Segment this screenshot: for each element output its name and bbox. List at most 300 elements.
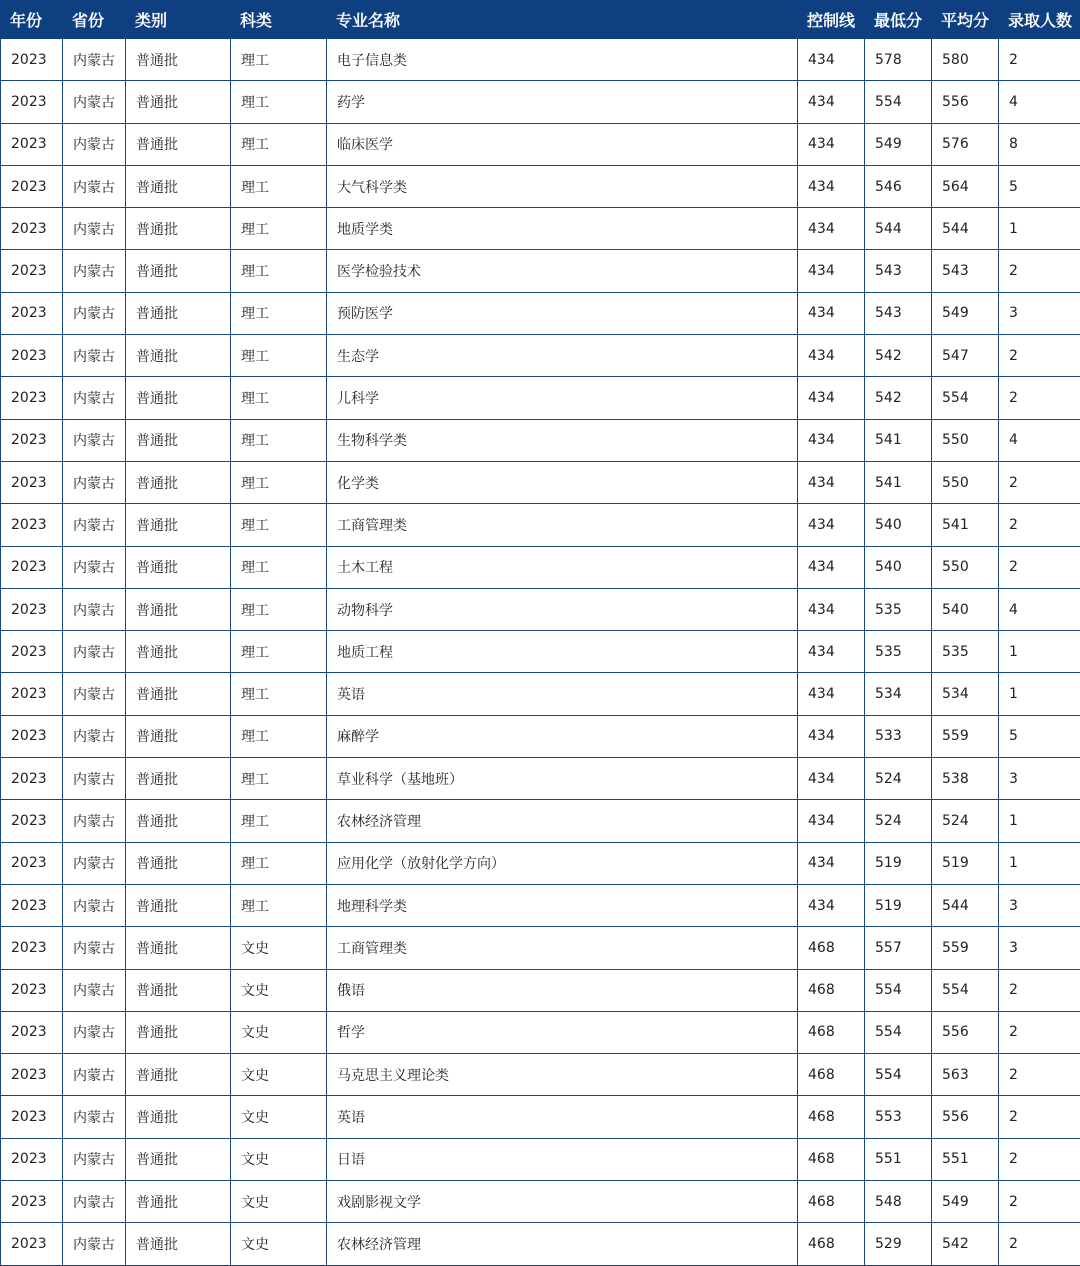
- cell-control-line: 434: [798, 250, 865, 292]
- cell-province: 内蒙古: [63, 884, 126, 926]
- cell-admitted: 5: [999, 165, 1080, 207]
- cell-major: 医学检验技术: [327, 250, 798, 292]
- cell-admitted: 2: [999, 546, 1080, 588]
- cell-avg-score: 554: [932, 377, 999, 419]
- cell-min-score: 540: [865, 546, 932, 588]
- cell-avg-score: 542: [932, 1223, 999, 1265]
- cell-major: 动物科学: [327, 588, 798, 630]
- cell-year: 2023: [1, 39, 63, 81]
- cell-batch: 普通批: [126, 1011, 231, 1053]
- cell-admitted: 4: [999, 81, 1080, 123]
- table-row: [1, 1181, 1080, 1223]
- cell-subject: 文史: [231, 1181, 327, 1223]
- cell-year: 2023: [1, 927, 63, 969]
- cell-admitted: 3: [999, 927, 1080, 969]
- cell-admitted: 3: [999, 758, 1080, 800]
- cell-year: 2023: [1, 419, 63, 461]
- cell-control-line: 468: [798, 1138, 865, 1180]
- cell-major: 工商管理类: [327, 927, 798, 969]
- cell-major: 地质学类: [327, 208, 798, 250]
- table-row: [1, 1138, 1080, 1180]
- cell-avg-score: 544: [932, 208, 999, 250]
- cell-province: 内蒙古: [63, 758, 126, 800]
- cell-year: 2023: [1, 81, 63, 123]
- cell-subject: 理工: [231, 461, 327, 503]
- cell-province: 内蒙古: [63, 208, 126, 250]
- cell-control-line: 434: [798, 715, 865, 757]
- cell-major: 麻醉学: [327, 715, 798, 757]
- col-header-major: 专业名称: [327, 1, 798, 39]
- cell-subject: 理工: [231, 208, 327, 250]
- cell-batch: 普通批: [126, 758, 231, 800]
- cell-control-line: 434: [798, 123, 865, 165]
- cell-major: 土木工程: [327, 546, 798, 588]
- cell-major: 工商管理类: [327, 504, 798, 546]
- cell-year: 2023: [1, 800, 63, 842]
- table-row: [1, 969, 1080, 1011]
- cell-min-score: 557: [865, 927, 932, 969]
- cell-avg-score: 550: [932, 419, 999, 461]
- cell-province: 内蒙古: [63, 800, 126, 842]
- cell-admitted: 2: [999, 1096, 1080, 1138]
- cell-province: 内蒙古: [63, 673, 126, 715]
- cell-control-line: 434: [798, 39, 865, 81]
- cell-province: 内蒙古: [63, 1054, 126, 1096]
- cell-min-score: 553: [865, 1096, 932, 1138]
- cell-major: 药学: [327, 81, 798, 123]
- cell-major: 预防医学: [327, 292, 798, 334]
- cell-avg-score: 535: [932, 631, 999, 673]
- cell-avg-score: 559: [932, 927, 999, 969]
- cell-admitted: 2: [999, 39, 1080, 81]
- cell-control-line: 468: [798, 1223, 865, 1265]
- table-row: [1, 842, 1080, 884]
- cell-batch: 普通批: [126, 673, 231, 715]
- cell-major: 电子信息类: [327, 39, 798, 81]
- cell-min-score: 546: [865, 165, 932, 207]
- cell-year: 2023: [1, 292, 63, 334]
- cell-min-score: 535: [865, 631, 932, 673]
- col-header-avg-score: 平均分: [932, 1, 999, 39]
- cell-subject: 文史: [231, 969, 327, 1011]
- cell-control-line: 468: [798, 1011, 865, 1053]
- cell-major: 俄语: [327, 969, 798, 1011]
- cell-min-score: 534: [865, 673, 932, 715]
- cell-batch: 普通批: [126, 588, 231, 630]
- cell-province: 内蒙古: [63, 1011, 126, 1053]
- cell-subject: 文史: [231, 1223, 327, 1265]
- cell-subject: 理工: [231, 631, 327, 673]
- cell-min-score: 548: [865, 1181, 932, 1223]
- cell-min-score: 541: [865, 461, 932, 503]
- cell-batch: 普通批: [126, 631, 231, 673]
- table-row: [1, 1011, 1080, 1053]
- cell-province: 内蒙古: [63, 842, 126, 884]
- cell-avg-score: 559: [932, 715, 999, 757]
- cell-batch: 普通批: [126, 123, 231, 165]
- cell-major: 哲学: [327, 1011, 798, 1053]
- cell-control-line: 434: [798, 335, 865, 377]
- cell-province: 内蒙古: [63, 335, 126, 377]
- header-row: [1, 1, 1080, 39]
- cell-min-score: 554: [865, 81, 932, 123]
- cell-year: 2023: [1, 884, 63, 926]
- cell-major: 儿科学: [327, 377, 798, 419]
- cell-major: 戏剧影视文学: [327, 1181, 798, 1223]
- cell-admitted: 2: [999, 1181, 1080, 1223]
- cell-control-line: 434: [798, 165, 865, 207]
- cell-admitted: 2: [999, 1223, 1080, 1265]
- cell-province: 内蒙古: [63, 377, 126, 419]
- cell-province: 内蒙古: [63, 588, 126, 630]
- table-row: [1, 800, 1080, 842]
- cell-admitted: 2: [999, 1011, 1080, 1053]
- cell-major: 大气科学类: [327, 165, 798, 207]
- cell-batch: 普通批: [126, 208, 231, 250]
- cell-major: 地理科学类: [327, 884, 798, 926]
- cell-control-line: 434: [798, 504, 865, 546]
- cell-subject: 理工: [231, 419, 327, 461]
- cell-avg-score: 554: [932, 969, 999, 1011]
- cell-min-score: 541: [865, 419, 932, 461]
- cell-province: 内蒙古: [63, 1138, 126, 1180]
- cell-control-line: 468: [798, 1181, 865, 1223]
- cell-province: 内蒙古: [63, 419, 126, 461]
- cell-subject: 理工: [231, 588, 327, 630]
- cell-batch: 普通批: [126, 504, 231, 546]
- cell-batch: 普通批: [126, 335, 231, 377]
- cell-year: 2023: [1, 335, 63, 377]
- table-row: [1, 165, 1080, 207]
- cell-subject: 理工: [231, 504, 327, 546]
- table-row: [1, 884, 1080, 926]
- cell-min-score: 519: [865, 842, 932, 884]
- cell-major: 化学类: [327, 461, 798, 503]
- cell-min-score: 543: [865, 250, 932, 292]
- cell-subject: 理工: [231, 335, 327, 377]
- cell-year: 2023: [1, 123, 63, 165]
- table-row: [1, 461, 1080, 503]
- cell-major: 生态学: [327, 335, 798, 377]
- cell-year: 2023: [1, 1223, 63, 1265]
- cell-min-score: 549: [865, 123, 932, 165]
- cell-major: 生物科学类: [327, 419, 798, 461]
- cell-admitted: 1: [999, 673, 1080, 715]
- cell-admitted: 1: [999, 842, 1080, 884]
- cell-year: 2023: [1, 673, 63, 715]
- cell-province: 内蒙古: [63, 250, 126, 292]
- cell-subject: 理工: [231, 81, 327, 123]
- cell-batch: 普通批: [126, 927, 231, 969]
- cell-avg-score: 541: [932, 504, 999, 546]
- table-row: [1, 1054, 1080, 1096]
- cell-min-score: 578: [865, 39, 932, 81]
- cell-batch: 普通批: [126, 419, 231, 461]
- cell-avg-score: 524: [932, 800, 999, 842]
- cell-admitted: 4: [999, 419, 1080, 461]
- cell-min-score: 524: [865, 758, 932, 800]
- table-row: [1, 1096, 1080, 1138]
- cell-admitted: 2: [999, 335, 1080, 377]
- cell-min-score: 542: [865, 335, 932, 377]
- cell-avg-score: 540: [932, 588, 999, 630]
- cell-admitted: 3: [999, 292, 1080, 334]
- cell-province: 内蒙古: [63, 715, 126, 757]
- cell-subject: 理工: [231, 250, 327, 292]
- cell-major: 英语: [327, 673, 798, 715]
- cell-subject: 理工: [231, 292, 327, 334]
- cell-batch: 普通批: [126, 546, 231, 588]
- cell-admitted: 1: [999, 800, 1080, 842]
- cell-control-line: 434: [798, 546, 865, 588]
- cell-batch: 普通批: [126, 842, 231, 884]
- table-row: [1, 758, 1080, 800]
- cell-major: 日语: [327, 1138, 798, 1180]
- table-row: [1, 927, 1080, 969]
- cell-year: 2023: [1, 208, 63, 250]
- cell-subject: 文史: [231, 927, 327, 969]
- col-header-min-score: 最低分: [865, 1, 932, 39]
- cell-year: 2023: [1, 504, 63, 546]
- col-header-province: 省份: [63, 1, 126, 39]
- cell-control-line: 434: [798, 758, 865, 800]
- cell-major: 临床医学: [327, 123, 798, 165]
- cell-avg-score: 549: [932, 1181, 999, 1223]
- cell-control-line: 434: [798, 884, 865, 926]
- cell-province: 内蒙古: [63, 123, 126, 165]
- cell-batch: 普通批: [126, 461, 231, 503]
- table-row: [1, 631, 1080, 673]
- cell-year: 2023: [1, 546, 63, 588]
- table-row: [1, 546, 1080, 588]
- cell-control-line: 434: [798, 292, 865, 334]
- cell-province: 内蒙古: [63, 546, 126, 588]
- table-row: [1, 123, 1080, 165]
- cell-avg-score: 538: [932, 758, 999, 800]
- cell-control-line: 434: [798, 81, 865, 123]
- cell-control-line: 434: [798, 800, 865, 842]
- cell-avg-score: 576: [932, 123, 999, 165]
- cell-min-score: 529: [865, 1223, 932, 1265]
- cell-control-line: 468: [798, 1054, 865, 1096]
- cell-year: 2023: [1, 1138, 63, 1180]
- cell-control-line: 434: [798, 588, 865, 630]
- table-row: [1, 39, 1080, 81]
- col-header-subject: 科类: [231, 1, 327, 39]
- cell-avg-score: 549: [932, 292, 999, 334]
- cell-min-score: 554: [865, 1011, 932, 1053]
- cell-admitted: 2: [999, 969, 1080, 1011]
- cell-min-score: 535: [865, 588, 932, 630]
- table-row: [1, 588, 1080, 630]
- cell-control-line: 468: [798, 969, 865, 1011]
- cell-batch: 普通批: [126, 1138, 231, 1180]
- cell-province: 内蒙古: [63, 969, 126, 1011]
- table-row: [1, 504, 1080, 546]
- cell-control-line: 434: [798, 842, 865, 884]
- cell-avg-score: 534: [932, 673, 999, 715]
- cell-year: 2023: [1, 631, 63, 673]
- cell-year: 2023: [1, 165, 63, 207]
- cell-admitted: 4: [999, 588, 1080, 630]
- cell-subject: 理工: [231, 758, 327, 800]
- cell-year: 2023: [1, 842, 63, 884]
- cell-avg-score: 519: [932, 842, 999, 884]
- table-row: [1, 673, 1080, 715]
- cell-control-line: 434: [798, 208, 865, 250]
- cell-province: 内蒙古: [63, 81, 126, 123]
- cell-avg-score: 547: [932, 335, 999, 377]
- cell-province: 内蒙古: [63, 1181, 126, 1223]
- cell-avg-score: 551: [932, 1138, 999, 1180]
- cell-subject: 文史: [231, 1011, 327, 1053]
- cell-major: 地质工程: [327, 631, 798, 673]
- col-header-control-line: 控制线: [798, 1, 865, 39]
- cell-subject: 理工: [231, 842, 327, 884]
- cell-admitted: 3: [999, 884, 1080, 926]
- cell-batch: 普通批: [126, 969, 231, 1011]
- cell-major: 应用化学（放射化学方向）: [327, 842, 798, 884]
- cell-control-line: 434: [798, 461, 865, 503]
- cell-batch: 普通批: [126, 292, 231, 334]
- cell-province: 内蒙古: [63, 1096, 126, 1138]
- cell-year: 2023: [1, 250, 63, 292]
- cell-avg-score: 556: [932, 81, 999, 123]
- cell-year: 2023: [1, 377, 63, 419]
- cell-province: 内蒙古: [63, 39, 126, 81]
- cell-year: 2023: [1, 715, 63, 757]
- cell-major: 英语: [327, 1096, 798, 1138]
- cell-batch: 普通批: [126, 250, 231, 292]
- cell-batch: 普通批: [126, 81, 231, 123]
- cell-subject: 理工: [231, 39, 327, 81]
- cell-province: 内蒙古: [63, 1223, 126, 1265]
- cell-batch: 普通批: [126, 715, 231, 757]
- col-header-admitted: 录取人数: [999, 1, 1080, 39]
- cell-min-score: 519: [865, 884, 932, 926]
- cell-control-line: 434: [798, 673, 865, 715]
- cell-control-line: 468: [798, 927, 865, 969]
- cell-admitted: 2: [999, 1138, 1080, 1180]
- cell-province: 内蒙古: [63, 927, 126, 969]
- cell-avg-score: 556: [932, 1096, 999, 1138]
- cell-admitted: 1: [999, 631, 1080, 673]
- cell-batch: 普通批: [126, 1096, 231, 1138]
- table-row: [1, 250, 1080, 292]
- cell-year: 2023: [1, 969, 63, 1011]
- cell-major: 马克思主义理论类: [327, 1054, 798, 1096]
- cell-min-score: 542: [865, 377, 932, 419]
- cell-batch: 普通批: [126, 39, 231, 81]
- cell-year: 2023: [1, 1054, 63, 1096]
- table-row: [1, 419, 1080, 461]
- cell-subject: 理工: [231, 884, 327, 926]
- cell-batch: 普通批: [126, 1054, 231, 1096]
- cell-province: 内蒙古: [63, 461, 126, 503]
- cell-subject: 理工: [231, 673, 327, 715]
- cell-major: 农林经济管理: [327, 800, 798, 842]
- cell-avg-score: 580: [932, 39, 999, 81]
- cell-admitted: 8: [999, 123, 1080, 165]
- cell-admitted: 2: [999, 461, 1080, 503]
- cell-min-score: 554: [865, 969, 932, 1011]
- cell-control-line: 468: [798, 1096, 865, 1138]
- cell-year: 2023: [1, 1011, 63, 1053]
- cell-subject: 理工: [231, 546, 327, 588]
- cell-subject: 文史: [231, 1054, 327, 1096]
- table-row: [1, 377, 1080, 419]
- cell-province: 内蒙古: [63, 165, 126, 207]
- cell-province: 内蒙古: [63, 504, 126, 546]
- table-body: [1, 39, 1080, 1266]
- table-row: [1, 81, 1080, 123]
- cell-avg-score: 543: [932, 250, 999, 292]
- cell-admitted: 2: [999, 250, 1080, 292]
- cell-control-line: 434: [798, 631, 865, 673]
- cell-year: 2023: [1, 461, 63, 503]
- cell-subject: 文史: [231, 1138, 327, 1180]
- cell-subject: 理工: [231, 715, 327, 757]
- cell-min-score: 540: [865, 504, 932, 546]
- cell-avg-score: 564: [932, 165, 999, 207]
- cell-major: 草业科学（基地班）: [327, 758, 798, 800]
- cell-min-score: 554: [865, 1054, 932, 1096]
- cell-batch: 普通批: [126, 1181, 231, 1223]
- cell-avg-score: 550: [932, 461, 999, 503]
- cell-year: 2023: [1, 588, 63, 630]
- cell-subject: 理工: [231, 165, 327, 207]
- table-row: [1, 208, 1080, 250]
- cell-admitted: 1: [999, 208, 1080, 250]
- cell-avg-score: 550: [932, 546, 999, 588]
- cell-batch: 普通批: [126, 884, 231, 926]
- cell-admitted: 2: [999, 1054, 1080, 1096]
- cell-batch: 普通批: [126, 1223, 231, 1265]
- cell-control-line: 434: [798, 377, 865, 419]
- table-row: [1, 292, 1080, 334]
- cell-major: 农林经济管理: [327, 1223, 798, 1265]
- cell-subject: 文史: [231, 1096, 327, 1138]
- cell-avg-score: 563: [932, 1054, 999, 1096]
- cell-avg-score: 544: [932, 884, 999, 926]
- cell-subject: 理工: [231, 123, 327, 165]
- cell-batch: 普通批: [126, 377, 231, 419]
- col-header-year: 年份: [1, 1, 63, 39]
- cell-year: 2023: [1, 758, 63, 800]
- cell-avg-score: 556: [932, 1011, 999, 1053]
- table-row: [1, 1223, 1080, 1265]
- cell-subject: 理工: [231, 800, 327, 842]
- cell-admitted: 2: [999, 504, 1080, 546]
- cell-batch: 普通批: [126, 165, 231, 207]
- cell-min-score: 551: [865, 1138, 932, 1180]
- cell-year: 2023: [1, 1181, 63, 1223]
- cell-min-score: 544: [865, 208, 932, 250]
- table-row: [1, 335, 1080, 377]
- cell-admitted: 2: [999, 377, 1080, 419]
- cell-min-score: 533: [865, 715, 932, 757]
- table-row: [1, 715, 1080, 757]
- cell-batch: 普通批: [126, 800, 231, 842]
- cell-province: 内蒙古: [63, 292, 126, 334]
- cell-province: 内蒙古: [63, 631, 126, 673]
- col-header-batch: 类别: [126, 1, 231, 39]
- cell-subject: 理工: [231, 377, 327, 419]
- cell-min-score: 524: [865, 800, 932, 842]
- cell-control-line: 434: [798, 419, 865, 461]
- cell-min-score: 543: [865, 292, 932, 334]
- cell-admitted: 5: [999, 715, 1080, 757]
